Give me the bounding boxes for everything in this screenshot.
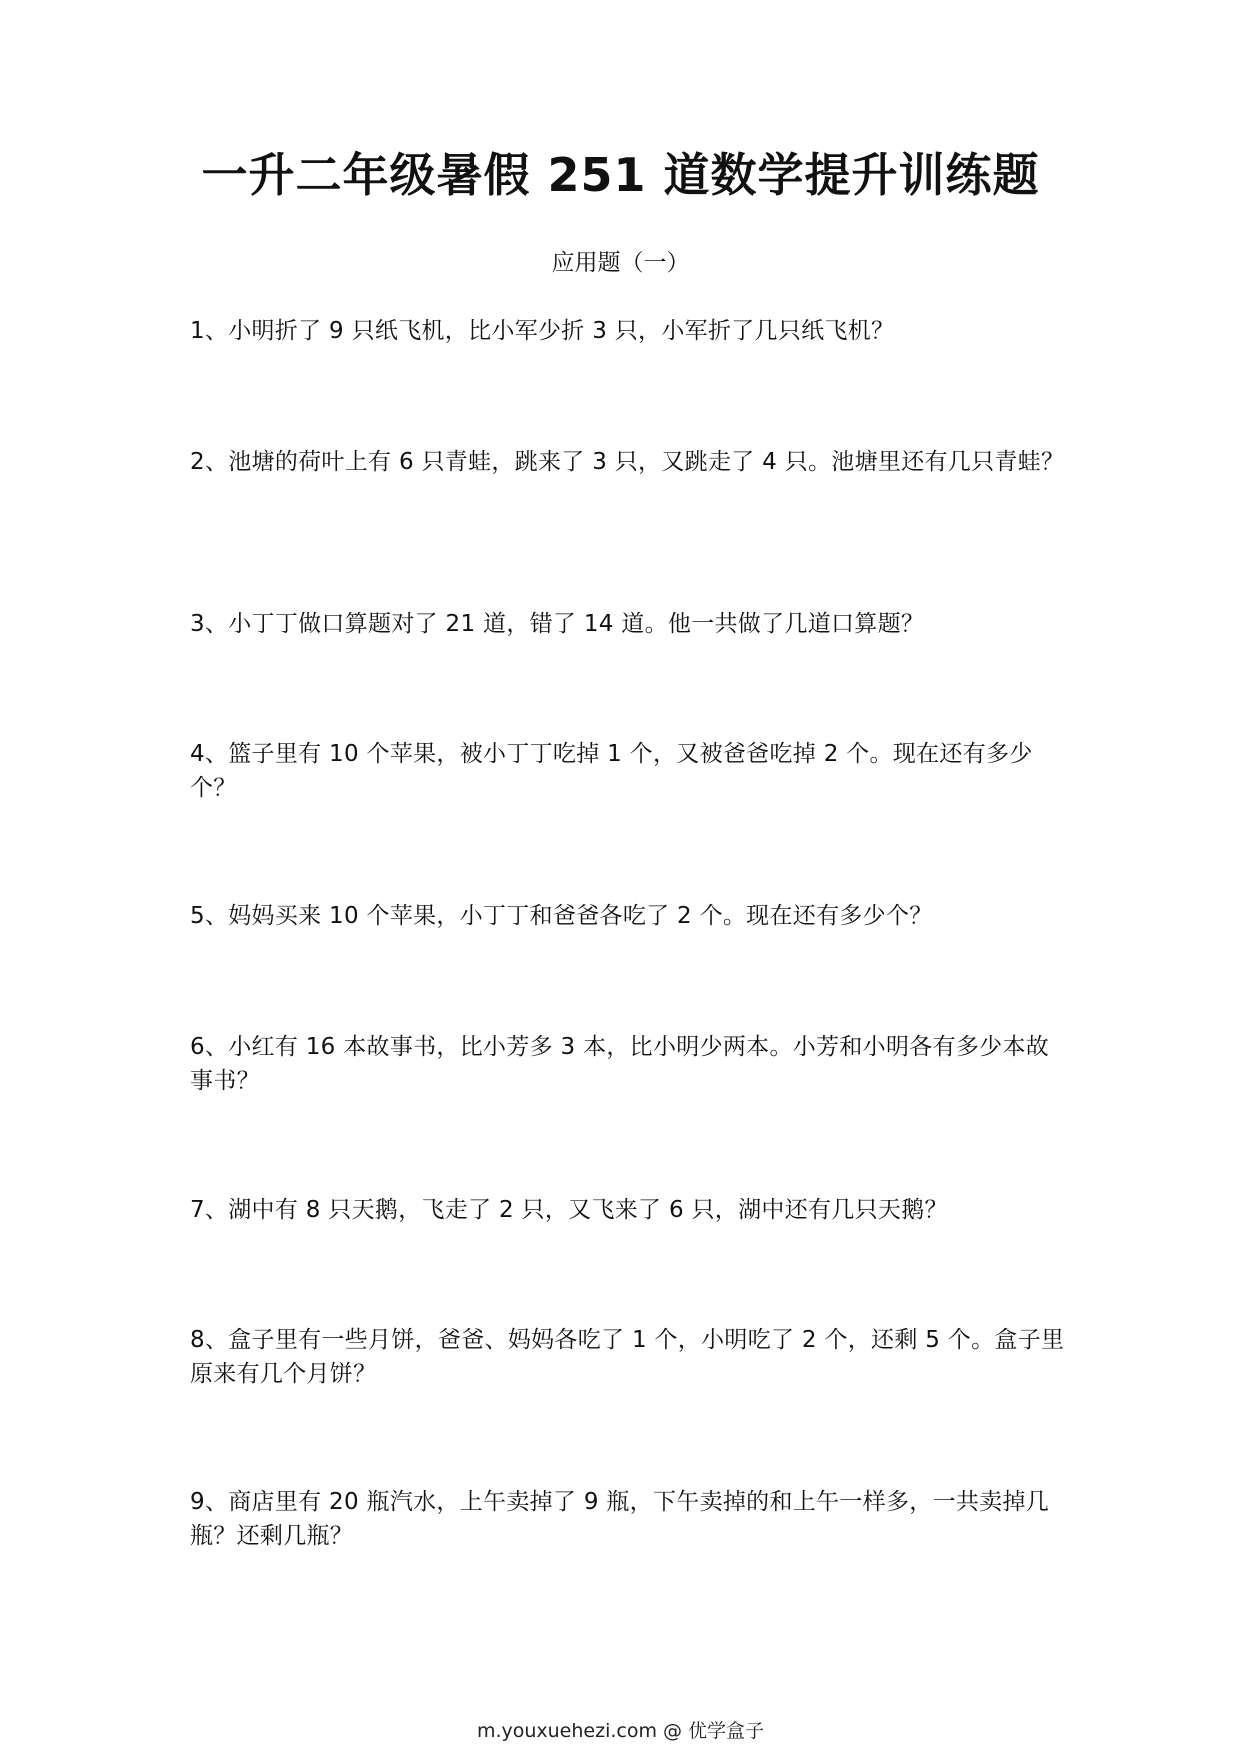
question-6: 6、小红有 16 本故事书，比小芳多 3 本，比小明少两本。小芳和小明各有多少本故事书？ [190,1034,1050,1094]
document-title: 一升二年级暑假 251 道数学提升训练题 [201,148,1040,202]
question-1: 1、小明折了 9 只纸飞机，比小军少折 3 只，小军折了几只纸飞机？ [190,318,895,344]
question-4: 4、篮子里有 10 个苹果，被小丁丁吃掉 1 个，又被爸爸吃掉 2 个。现在还有多少个？ [190,741,1033,801]
question-2: 2、池塘的荷叶上有 6 只青蛙，跳来了 3 只，又跳走了 4 只。池塘里还有几只青蛙？ [190,449,1065,475]
section-heading: 应用题（一） [551,250,690,276]
question-9: 9、商店里有 20 瓶汽水，上午卖掉了 9 瓶，下午卖掉的和上午一样多，一共卖掉几瓶？还剩几瓶？ [190,1489,1050,1549]
question-3: 3、小丁丁做口算题对了 21 道，错了 14 道。他一共做了几道口算题？ [190,611,925,637]
question-5: 5、妈妈买来 10 个苹果，小丁丁和爸爸各吃了 2 个。现在还有多少个？ [190,903,933,929]
question-7: 7、湖中有 8 只天鹅，飞走了 2 只，又飞来了 6 只，湖中还有几只天鹅？ [190,1197,948,1223]
question-8: 8、盒子里有一些月饼，爸爸、妈妈各吃了 1 个，小明吃了 2 个，还剩 5 个。盒子里原来有几个月饼？ [190,1327,1065,1387]
footer-watermark: m.youxuehezi.com @ 优学盒子 [476,1720,765,1742]
